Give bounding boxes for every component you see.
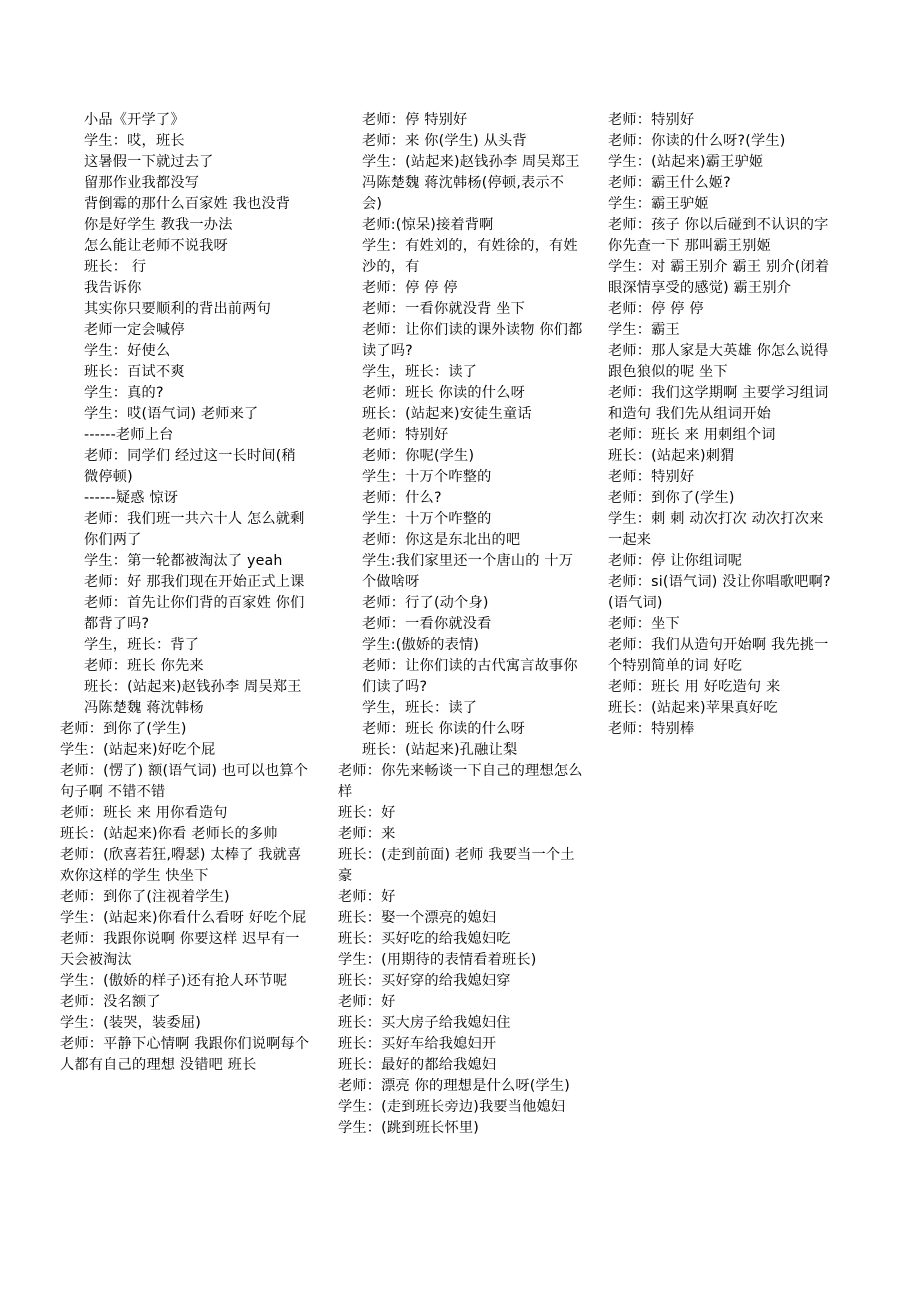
- script-line: 其实你只要顺利的背出前两句: [84, 301, 272, 317]
- script-line: 班长： 行: [84, 259, 147, 275]
- script-line: 老师:(惊呆)接着背啊: [362, 217, 494, 233]
- script-line: 班长：百试不爽: [84, 364, 185, 380]
- script-line: 班长：(站起来)安徒生童话: [362, 406, 532, 422]
- script-line: 老师：平静下心情啊 我跟你们说啊每个人都有自己的理想 没错吧 班长: [60, 1036, 310, 1073]
- script-line: 学生：第一轮都被淘汰了 yeah: [84, 553, 283, 569]
- script-line: 老师：一看你就没背 坐下: [362, 301, 525, 317]
- script-line: 老师：(欣喜若狂,嘚瑟) 太棒了 我就喜欢你这样的学生 快坐下: [60, 847, 302, 884]
- script-line: 老师：来: [338, 826, 396, 842]
- script-line: 班长：娶一个漂亮的媳妇: [338, 910, 497, 926]
- script-line: 老师：那人家是大英雄 你怎么说得跟色狼似的呢 坐下: [608, 343, 829, 380]
- script-line: 老师：班长 你读的什么呀: [362, 385, 525, 401]
- script-line: 老师：行了(动个身): [362, 595, 489, 611]
- script-line: 老师：特别好: [362, 427, 449, 443]
- script-line: 老师：班长 你读的什么呀: [362, 721, 525, 737]
- script-line: ------老师上台: [84, 427, 174, 443]
- script-line: 老师：班长 你先来: [84, 658, 204, 674]
- script-line: 学生：有姓刘的，有姓徐的，有姓沙的，有: [362, 238, 578, 275]
- script-line: 班长：(站起来)刺猬: [608, 448, 735, 464]
- script-line: 老师：停 停 停: [608, 301, 704, 317]
- script-line: 老师：到你了(学生): [608, 490, 735, 506]
- script-line: 老师：让你们读的课外读物 你们都读了吗?: [362, 322, 583, 359]
- script-line: 老师：我跟你说啊 你要这样 迟早有一天会被淘汰: [60, 931, 300, 968]
- script-line: 老师：来 你(学生) 从头背: [362, 133, 527, 149]
- column-3: [608, 110, 840, 740]
- script-line: 班长：(站起来)孔融让梨: [362, 742, 518, 758]
- script-line: 我告诉你: [84, 280, 142, 296]
- script-line: 老师：到你了(注视着学生): [60, 889, 230, 905]
- script-line: 老师：没名额了: [60, 994, 161, 1010]
- script-line: 老师：好: [338, 994, 396, 1010]
- script-line: 老师：特别好: [608, 112, 695, 128]
- script-line: 老师：什么?: [362, 490, 442, 506]
- script-line: 学生：哎(语气词) 老师来了: [84, 406, 259, 422]
- script-line: 班长：(站起来)你看 老师长的多帅: [60, 826, 278, 842]
- script-line: 老师：让你们读的古代寓言故事你们读了吗?: [362, 658, 578, 695]
- script-line: 学生：十万个咋整的: [362, 511, 492, 527]
- script-line: 老师：坐下: [608, 616, 680, 632]
- script-line: 学生：刺 刺 动次打次 动次打次来 一起来: [608, 511, 824, 548]
- script-line: 老师：特别好: [608, 469, 695, 485]
- script-line: 你是好学生 教我一办法: [84, 217, 233, 233]
- script-line: 班长：买好穿的给我媳妇穿: [338, 973, 511, 989]
- script-line: 老师：好: [338, 889, 396, 905]
- script-line: 怎么能让老师不说我呀: [84, 238, 228, 254]
- script-line: 学生：(装哭，装委屈): [60, 1015, 201, 1031]
- script-line: 老师：你读的什么呀?(学生): [608, 133, 786, 149]
- script-line: 班长：好: [338, 805, 396, 821]
- script-line: 学生：(跳到班长怀里): [338, 1120, 479, 1136]
- script-line: 老师：你呢(学生): [362, 448, 475, 464]
- script-line: 学生：(站起来)赵钱孙李 周吴郑王 冯陈楚魏 蒋沈韩杨(停顿,表示不会): [362, 154, 580, 212]
- script-line: 老师：班长 来 用你看造句: [60, 805, 228, 821]
- script-line: 老师：停 让你组词呢: [608, 553, 743, 569]
- script-line: 班长：买大房子给我媳妇住: [338, 1015, 511, 1031]
- script-line: 老师：停 停 停: [362, 280, 458, 296]
- script-line: 留那作业我都没写: [84, 175, 200, 191]
- script-line: 学生:(傲娇的表情): [362, 637, 480, 653]
- script-line: 这暑假一下就过去了: [84, 154, 214, 170]
- script-line: 老师：班长 来 用刺组个词: [608, 427, 776, 443]
- script-line: 老师：我们这学期啊 主要学习组词和造句 我们先从组词开始: [608, 385, 829, 422]
- script-line: 老师：一看你就没看: [362, 616, 492, 632]
- column-2: [338, 110, 583, 1139]
- script-line: 老师：你这是东北出的吧: [362, 532, 521, 548]
- script-line: 学生：(走到班长旁边)我要当他媳妇: [338, 1099, 566, 1115]
- script-line: 学生：(站起来)霸王驴姬: [608, 154, 764, 170]
- script-line: 学生：对 霸王别介 霸王 别介(闭着眼深情享受的感觉) 霸王别介: [608, 259, 830, 296]
- script-line: 老师：我们从造句开始啊 我先挑一个特别简单的词 好吃: [608, 637, 829, 674]
- script-line: 学生：(站起来)好吃个屁: [60, 742, 216, 758]
- script-line: 老师：(愣了) 额(语气词) 也可以也算个句子啊 不错不错: [60, 763, 309, 800]
- script-line: 老师：同学们 经过这一长时间(稍微停顿): [84, 448, 296, 485]
- script-line: 学生：霸王驴姬: [608, 196, 709, 212]
- script-line: 学生，班长：读了: [362, 700, 478, 716]
- script-line: 老师：到你了(学生): [60, 721, 187, 737]
- script-line: 班长：(站起来)赵钱孙李 周吴郑王 冯陈楚魏 蒋沈韩杨: [84, 679, 302, 716]
- script-line: ------疑惑 惊讶: [84, 490, 179, 506]
- script-line: 老师：好 那我们现在开始正式上课: [84, 574, 305, 590]
- script-line: 学生：(站起来)你看什么看呀 好吃个屁: [60, 910, 307, 926]
- script-line: 学生：十万个咋整的: [362, 469, 492, 485]
- script-line: 老师：班长 用 好吃造句 来: [608, 679, 781, 695]
- column-1: [60, 110, 310, 1076]
- script-line: 学生：(傲娇的样子)还有抢人环节呢: [60, 973, 288, 989]
- script-line: 老师：首先让你们背的百家姓 你们都背了吗?: [84, 595, 305, 632]
- script-line: 老师：我们班一共六十人 怎么就剩你们两了: [84, 511, 305, 548]
- script-line: 老师：孩子 你以后碰到不认识的字 你先查一下 那叫霸王别姬: [608, 217, 829, 254]
- script-line: 老师：停 特别好: [362, 112, 468, 128]
- script-line: 学生:我们家里还一个唐山的 十万个做啥呀: [362, 553, 574, 590]
- script-line: 老师：霸王什么姬?: [608, 175, 731, 191]
- script-line: 老师：si(语气词) 没让你唱歌吧啊?(语气词): [608, 574, 831, 611]
- script-line: 老师：你先来畅谈一下自己的理想怎么样: [338, 763, 583, 800]
- script-line: 老师一定会喊停: [84, 322, 185, 338]
- script-line: 学生，班长：背了: [84, 637, 200, 653]
- script-line: 学生：真的?: [84, 385, 164, 401]
- script-line: 班长：(走到前面) 老师 我要当一个土豪: [338, 847, 575, 884]
- script-line: 老师：特别棒: [608, 721, 695, 737]
- script-line: 班长：最好的都给我媳妇: [338, 1057, 497, 1073]
- script-line: 学生，班长：读了: [362, 364, 478, 380]
- script-line: 班长：买好吃的给我媳妇吃: [338, 931, 511, 947]
- script-line: 老师：漂亮 你的理想是什么呀(学生): [338, 1078, 570, 1094]
- script-line: 小品《开学了》: [84, 112, 185, 128]
- script-line: 班长：(站起来)苹果真好吃: [608, 700, 778, 716]
- script-line: 学生：(用期待的表情看着班长): [338, 952, 537, 968]
- script-line: 学生：好使么: [84, 343, 171, 359]
- script-line: 学生：哎，班长: [84, 133, 185, 149]
- script-line: 背倒霉的那什么百家姓 我也没背: [84, 196, 291, 212]
- script-line: 班长：买好车给我媳妇开: [338, 1036, 497, 1052]
- script-line: 学生：霸王: [608, 322, 680, 338]
